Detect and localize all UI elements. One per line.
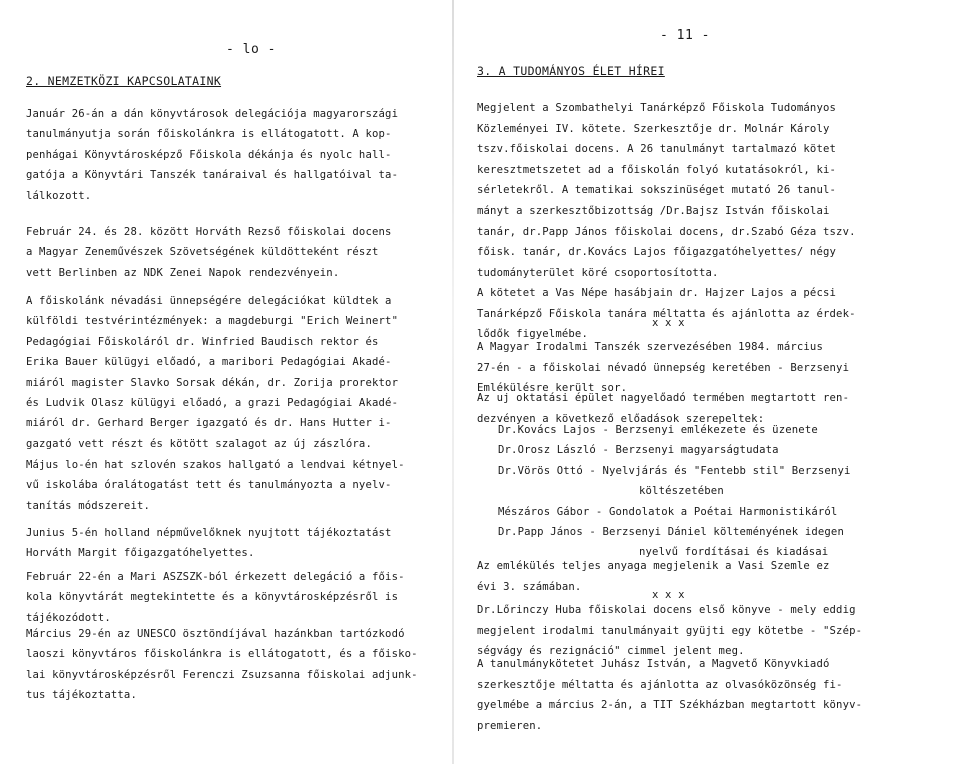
text-line: tanítás módszereit. <box>26 499 151 512</box>
text-line: Január 26-án a dán könyvtárosok delegációja magyarországi <box>26 108 399 120</box>
text-line: miáról magister Slavko Sorsak dékán, dr. Zorija prorektor <box>26 376 399 389</box>
separator-xxx: x x x <box>652 589 685 601</box>
lecture-item: Dr.Orosz László - Berzsenyi magyarságtudata <box>498 444 779 457</box>
text-line: premieren. <box>477 719 543 732</box>
text-line: lálkozott. <box>26 189 92 202</box>
paragraph-naming-ceremony <box>26 291 398 454</box>
text-line: Junius 5-én holland népművelőknek nyujtott tájékoztatást <box>26 527 392 539</box>
lecture-item: Mészáros Gábor - Gondolatok a Poétai Harmonistikáról <box>498 505 838 518</box>
text-line: 27-én - a főiskolai névadó ünnepség keretében - Berzsenyi <box>477 361 850 374</box>
paragraph-book-premiere <box>477 654 862 736</box>
text-line: tus tájékoztatta. <box>26 689 137 702</box>
text-line: tájékozódott. <box>26 611 111 624</box>
left-page <box>0 0 448 764</box>
text-line: Május lo-én hat szlovén szakos hallgató a lendvai kétnyel- <box>26 459 405 471</box>
paragraph-berlin-visit <box>26 222 392 283</box>
text-line: évi 3. számában. <box>477 580 582 593</box>
section-heading: 3. A TUDOMÁNYOS ÉLET HÍREI <box>477 64 665 78</box>
text-line: szerkesztője méltatta és ajánlotta az olvasóközönség fi- <box>477 678 843 691</box>
lecture-list <box>498 420 851 563</box>
lecture-item: Dr.Papp János - Berzsenyi Dániel költeményének idegen <box>498 526 844 539</box>
text-line: miáról dr. Gerhard Berger igazgató és dr. Hans Hutter i- <box>26 417 392 430</box>
text-line: megjelent irodalmi tanulmányait gyüjti egy kötetbe - "Szép- <box>477 624 863 637</box>
lecture-item: Dr.Kovács Lajos - Berzsenyi emlékezete és üzenete <box>498 424 818 436</box>
text-line: Emlékülésre került sor. <box>477 382 628 395</box>
paragraph-dutch-visit <box>26 523 392 564</box>
text-line: a Magyar Zeneművészek Szövetségének küldötteként részt <box>26 246 379 259</box>
paragraph-scientific-journal <box>477 98 856 283</box>
text-line: keresztmetszetet ad a főiskolán folyó kutatásokról, ki- <box>477 163 837 176</box>
text-line: laoszi könyvtáros főiskolánkra is ellátogatott, és a főisko- <box>26 648 418 661</box>
text-line: A főiskolánk névadási ünnepségére delegációkat küldtek a <box>26 295 392 307</box>
text-line: Március 29-én az UNESCO ösztöndíjával hazánkban tartózkodó <box>26 628 405 640</box>
text-line: A kötetet a Vas Népe hasábjain dr. Hajzer Lajos a pécsi <box>477 287 837 299</box>
text-line: dezvényen a következő előadások szerepeltek: <box>477 412 765 425</box>
text-line: gatója a Könyvtári Tanszék tanáraival és hallgatóival ta- <box>26 169 399 182</box>
lecture-item: Dr.Vörös Ottó - Nyelvjárás és "Fentebb stil" Berzsenyi <box>498 464 851 477</box>
text-line: Február 22-én a Mari ASZSZK-ból érkezett delegáció a főis- <box>26 571 405 583</box>
paragraph-laos-librarian <box>26 624 418 706</box>
text-line: tszv.főiskolai docens. A 26 tanulmányt tartalmazó kötet <box>477 143 837 156</box>
text-line: A Magyar Irodalmi Tanszék szervezésében 1984. március <box>477 341 823 353</box>
text-line: Közleményei IV. kötete. Szerkesztője dr. Molnár Károly <box>477 122 830 135</box>
text-line: Az emlékülés teljes anyaga megjelenik a Vasi Szemle ez <box>477 560 830 572</box>
text-line: külföldi testvérintézmények: a magdeburgi "Erich Weinert" <box>26 315 399 328</box>
paragraph-danish-delegation <box>26 104 398 206</box>
text-line: tudományterület köré csoportosította. <box>477 266 719 279</box>
page-gutter <box>452 0 454 764</box>
right-page <box>462 0 960 764</box>
text-line: A tanulmánykötetet Juhász István, a Magvető Könyvkiadó <box>477 658 830 670</box>
paragraph-lorinczy-book <box>477 600 862 662</box>
text-line: Dr.Lőrinczy Huba főiskolai docens első könyve - mely eddig <box>477 604 856 616</box>
paragraph-slovene-students <box>26 455 405 516</box>
text-line: penhágai Könyvtárosképző Főiskola dékánja és nyolc hall- <box>26 148 392 161</box>
text-line: sérletekről. A tematikai sokszinüséget mutató 26 tanul- <box>477 184 837 197</box>
text-line: lődők figyelmébe. <box>477 328 588 341</box>
text-line: Megjelent a Szombathelyi Tanárképző Főiskola Tudományos <box>477 102 837 114</box>
text-line: Tanárképző Főiskola tanára méltatta és ajánlotta az érdek- <box>477 307 856 320</box>
text-line: Február 24. és 28. között Horváth Rezső főiskolai docens <box>26 226 392 238</box>
text-line: tanulmányutja során főiskolánkra is ellátogatott. A kop- <box>26 128 392 141</box>
lecture-item-continuation: nyelvű fordításai és kiadásai <box>639 546 829 559</box>
text-line: ségvágy és rezignáció" cimmel jelent meg. <box>477 645 745 658</box>
text-line: kola könyvtárát megtekintette és a könyvtárosképzésről is <box>26 591 399 604</box>
text-line: Erika Bauer külügyi előadó, a maribori Pedagógiai Akadé- <box>26 356 392 369</box>
paragraph-mari-delegation <box>26 567 405 628</box>
section-heading: 2. NEMZETKÖZI KAPCSOLATAINK <box>26 74 222 88</box>
page-number: - lo - <box>226 42 276 57</box>
text-line: gazgató vett részt és kötött szalagot az új zászlóra. <box>26 437 372 450</box>
page-number: - 11 - <box>660 28 710 43</box>
text-line: Horváth Margit főigazgatóhelyettes. <box>26 547 255 560</box>
text-line: vett Berlinben az NDK Zenei Napok rendezvényein. <box>26 266 340 279</box>
text-line: lai könyvtárosképzésről Ferenczi Zsuzsanna főiskolai adjunk- <box>26 668 418 681</box>
text-line: Pedagógiai Főiskoláról dr. Winfried Baudisch rektor és <box>26 335 379 348</box>
text-line: gyelmébe a március 2-án, a TIT Székházban megtartott könyv- <box>477 699 863 712</box>
text-line: tanár, dr.Papp János főiskolai docens, dr.Szabó Géza tszv. <box>477 225 856 238</box>
lecture-item-continuation: költészetében <box>639 485 724 498</box>
text-line: főisk. tanár, dr.Kovács Lajos főigazgatóhelyettes/ négy <box>477 246 837 259</box>
separator-xxx: x x x <box>652 317 685 329</box>
text-line: vű iskolába óralátogatást tett és tanulmányozta a nyelv- <box>26 479 392 492</box>
text-line: és Ludvik Olasz külügyi előadó, a grazi Pedagógiai Akadé- <box>26 397 399 410</box>
text-line: Az uj oktatási épület nagyelőadó termében megtartott ren- <box>477 392 850 404</box>
text-line: mányt a szerkesztőbizottság /Dr.Bajsz István főiskolai <box>477 204 830 217</box>
